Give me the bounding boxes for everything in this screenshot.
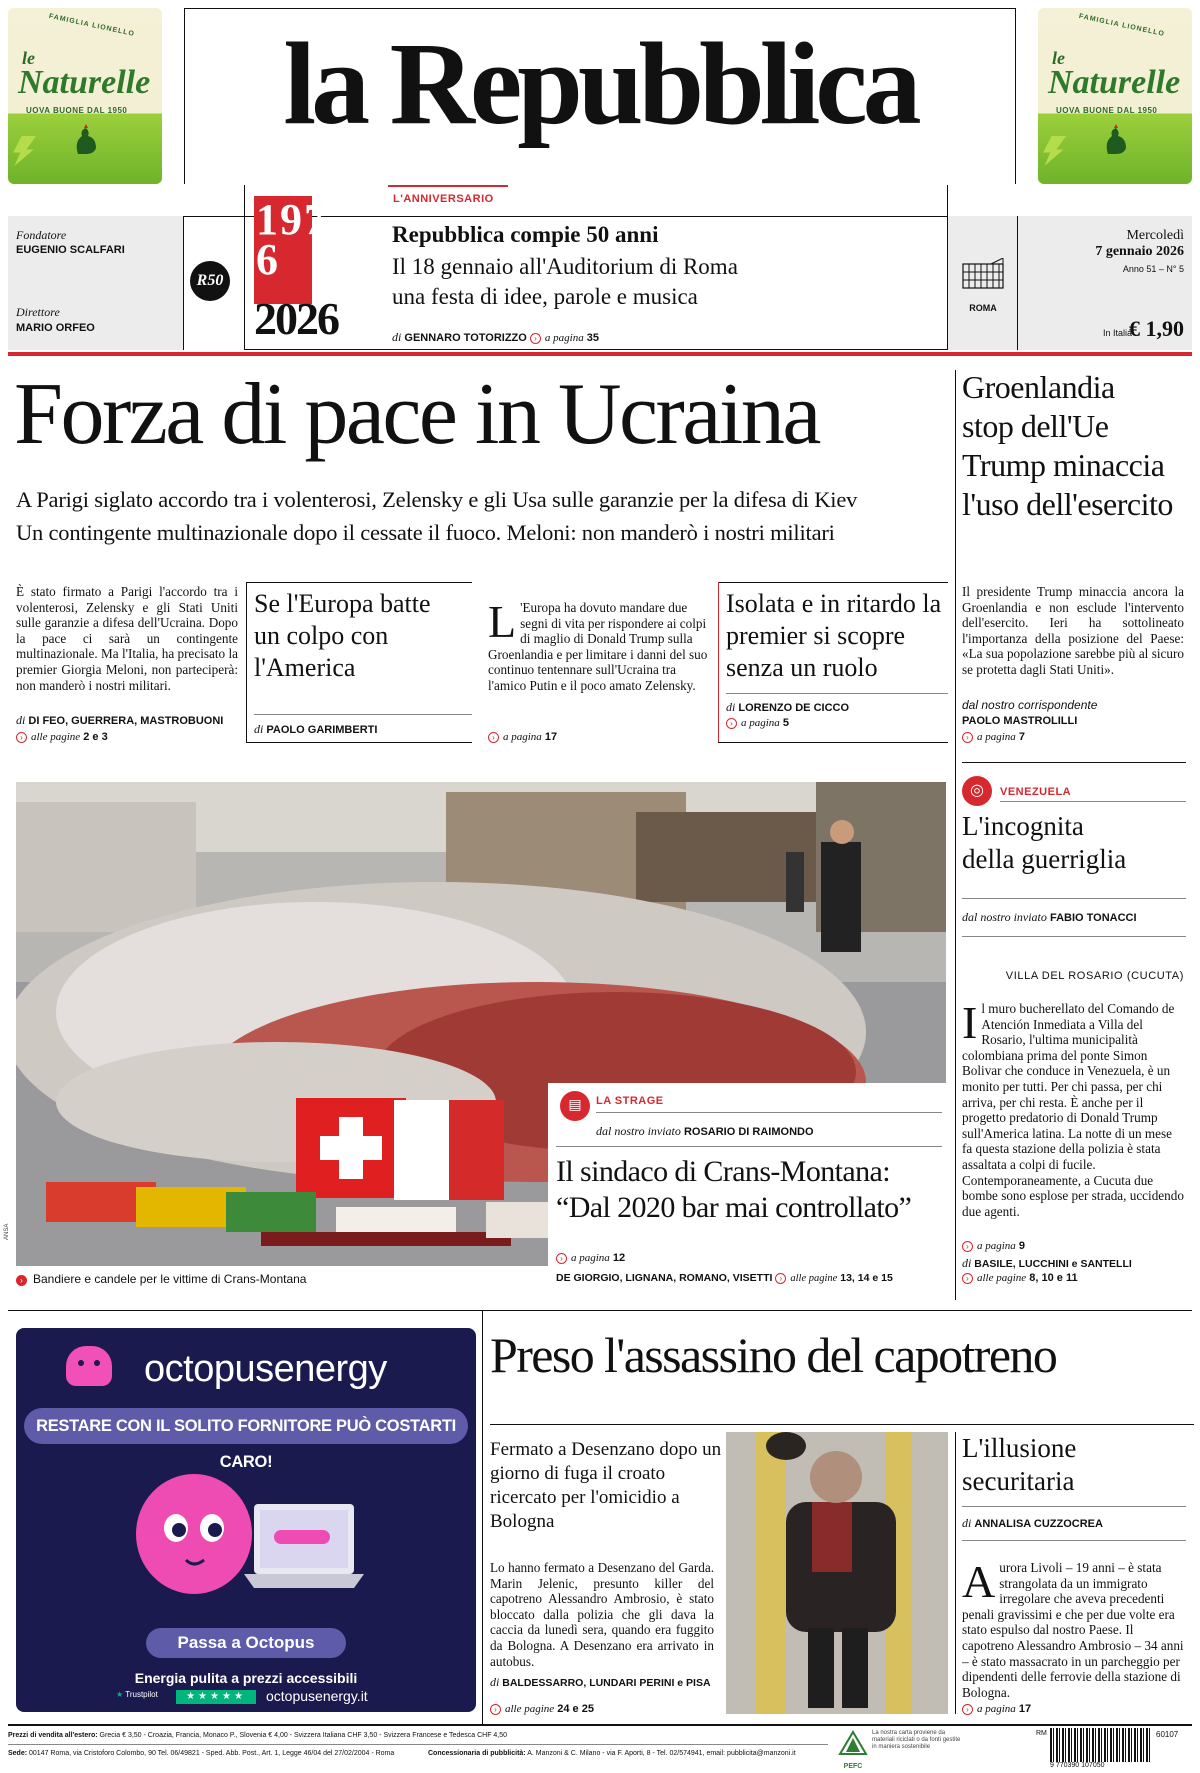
ref-prefix: a pagina — [977, 1703, 1016, 1715]
lead-col4-headline[interactable]: Isolata e in ritardo la premier si scopre senza un ruolo — [726, 589, 942, 682]
anniversary-label: L'ANNIVERSARIO — [393, 193, 494, 205]
barcode-label: RM — [1036, 1730, 1047, 1737]
arrow-icon: › — [962, 1241, 973, 1252]
byline-name: GENNARO TOTORIZZO — [404, 332, 527, 344]
trustpilot-stars: ★★★★★ — [176, 1690, 256, 1704]
venezuela-label: VENEZUELA — [1000, 786, 1072, 798]
byline-from: dal nostro inviato — [596, 1124, 681, 1138]
naturelle-brand: Naturelle — [18, 64, 151, 101]
caption-text: Bandiere e candele per le vittime di Crans-Montana — [33, 1272, 307, 1286]
anniversary-red-rule — [388, 185, 508, 187]
founder-label: Fondatore — [16, 228, 67, 242]
prices-label: Prezzi di vendita all'estero: — [8, 1732, 98, 1739]
securitaria-text — [962, 1556, 1184, 1700]
photo-caption — [16, 1272, 306, 1286]
ref-prefix: a pagina — [741, 717, 780, 729]
arrow-icon: › — [556, 1253, 567, 1264]
lead-col3-text — [488, 596, 716, 694]
byline-di: di — [962, 1256, 972, 1270]
rooster-icon — [70, 124, 102, 158]
trustpilot-text: Trustpilot — [125, 1690, 158, 1699]
lightning-icon — [12, 136, 36, 166]
divider — [718, 582, 719, 742]
venezuela-headline[interactable] — [962, 810, 1192, 876]
r50-badge: R50 — [190, 261, 230, 301]
arrow-icon: › — [962, 1704, 973, 1715]
ref-page: 7 — [1018, 731, 1025, 743]
octopus-logo-icon — [66, 1346, 112, 1386]
headline-line: della guerriglia — [962, 844, 1127, 874]
divider — [8, 1310, 1192, 1311]
naturelle-tagline: UOVA BUONE DAL 1950 — [26, 106, 128, 115]
suspect-scene — [726, 1432, 948, 1714]
footer-ads — [428, 1750, 796, 1757]
securitaria-body: urora Livoli – 19 anni – è stata strangolata da un immigrato irregolare che aveva precedenti penali gravissimi e che per due volte era stato espulso dal nostro Paese. Il capotreno Alessandro Ambrosio – 34 anni – è stato massacrato in un parcheggio per dipendenti delle ferrovie della stazione di Bologna. — [962, 1560, 1184, 1700]
lead-col2-headline[interactable]: Se l'Europa batte un colpo con l'America — [254, 589, 431, 682]
lead-col4-ref[interactable] — [726, 717, 789, 729]
divider — [596, 1112, 942, 1113]
byline-names: DI FEO, GUERRERA, MASTROBUONI — [28, 715, 224, 727]
securitaria-ref[interactable] — [962, 1703, 1031, 1715]
naturelle-prefix: le — [22, 48, 35, 68]
headline-line: Trump minaccia — [962, 447, 1165, 483]
ref-prefix: alle pagine — [977, 1272, 1027, 1284]
director-label: Direttore — [16, 305, 60, 319]
byline-name: PAOLO GARIMBERTI — [266, 724, 378, 736]
venezuela-byline2 — [962, 1256, 1132, 1271]
octopus-url[interactable]: octopusenergy.it — [266, 1688, 368, 1704]
lead-col3-ref[interactable] — [488, 731, 557, 743]
authors: DE GIORGIO, LIGNANA, ROMANO, VISETTI — [556, 1272, 773, 1284]
pefc-logo — [836, 1730, 870, 1770]
date: 7 gennaio 2026 — [1095, 244, 1184, 259]
ref-page: 17 — [1018, 1703, 1032, 1715]
naturelle-prefix: le — [1052, 48, 1065, 68]
divider — [1000, 801, 1186, 802]
byline-di: di — [16, 713, 26, 727]
trustpilot-label — [116, 1690, 158, 1699]
strage-authors[interactable] — [556, 1272, 893, 1284]
byline-from: dal nostro inviato — [962, 910, 1047, 924]
divider — [726, 693, 948, 694]
venezuela-icon: ◎ — [962, 776, 992, 806]
byline-di: di — [962, 1516, 972, 1530]
ads-text: A. Manzoni & C. Milano - via F. Aporti, 8 - Tel. 02/574941, email: pubblicita@manzoni.it — [527, 1750, 796, 1757]
naturelle-tagline: UOVA BUONE DAL 1950 — [1056, 106, 1158, 115]
photo-credit: ANSA — [4, 1223, 10, 1240]
byline-di: di — [490, 1675, 500, 1689]
anniversary-logo — [252, 196, 382, 344]
year-2026-text: 2026 — [254, 293, 338, 344]
arrow-icon: › — [530, 333, 541, 344]
eye-icon — [78, 1360, 84, 1366]
dropcap: A — [962, 1556, 996, 1607]
founder-name: EUGENIO SCALFARI — [16, 244, 125, 256]
ref-prefix: alle pagine — [31, 731, 81, 743]
ref-prefix: alle pagine — [505, 1703, 555, 1715]
divider — [246, 582, 247, 742]
anniversary-byline — [392, 330, 599, 345]
ref-pages: 24 e 25 — [557, 1703, 594, 1715]
footer-prices — [8, 1732, 507, 1739]
greenland-byline-from: dal nostro corrispondente — [962, 698, 1098, 712]
hq-text: 00147 Roma, via Cristoforo Colombo, 90 Tel. 06/49821 - Sped. Abb. Post., Art. 1, Legge 46/04 del 27/02/2004 - Roma — [29, 1750, 395, 1757]
arrow-icon: › — [16, 1275, 27, 1286]
naturelle-brand: Naturelle — [1048, 64, 1181, 101]
ref-pages: 2 e 3 — [83, 731, 108, 743]
city-label: ROMA — [969, 303, 997, 313]
divider — [955, 370, 956, 1300]
masthead-title[interactable]: la Repubblica — [283, 18, 917, 149]
naturelle-ad-right[interactable] — [1038, 8, 1192, 184]
headline-line: Il sindaco di Crans-Montana: — [556, 1155, 890, 1188]
divider — [482, 1310, 483, 1724]
arrow-icon: › — [726, 718, 737, 729]
byline-names: BASILE, LUCCHINI e SANTELLI — [974, 1258, 1132, 1270]
ref-page: 5 — [782, 717, 789, 729]
arrow-icon: › — [490, 1704, 501, 1715]
ref-pages: 13, 14 e 15 — [840, 1272, 893, 1284]
byline-di: di — [392, 330, 402, 344]
ref-page: 17 — [544, 731, 558, 743]
ref-prefix: a pagina — [977, 1240, 1016, 1252]
strage-icon: ▤ — [560, 1091, 590, 1121]
divider — [955, 1432, 956, 1714]
greenland-headline[interactable] — [962, 368, 1196, 524]
strage-ref[interactable] — [556, 1252, 625, 1264]
divider — [718, 742, 948, 743]
headline-line: securitaria — [962, 1466, 1075, 1496]
arrow-icon: › — [962, 1273, 973, 1284]
dropcap: I — [962, 997, 978, 1048]
capotreno-subhead: Fermato a Desenzano dopo un giorno di fuga il croato ricercato per l'omicidio a Bologna — [490, 1439, 722, 1532]
venezuela-text — [962, 997, 1184, 1219]
divider — [254, 714, 472, 715]
colosseum-icon — [961, 258, 1005, 290]
lead-headline[interactable]: Forza di pace in Ucraina — [14, 366, 819, 463]
headline-line: “Dal 2020 bar mai controllato” — [556, 1191, 912, 1224]
ref-prefix: alle pagine — [790, 1273, 838, 1284]
strage-byline — [596, 1124, 814, 1139]
headline-line: L'incognita — [962, 811, 1084, 841]
lead-col1-ref[interactable] — [16, 731, 108, 743]
naturelle-family: FAMIGLIA LIONELLO — [1078, 12, 1166, 39]
ref-page: 12 — [612, 1252, 626, 1264]
securitaria-byline — [962, 1516, 1103, 1531]
star-icon: ★ — [116, 1690, 124, 1699]
arrow-icon: › — [775, 1273, 786, 1284]
ads-label: Concessionaria di pubblicità: — [428, 1750, 526, 1757]
divider — [962, 936, 1186, 937]
venezuela-ref2[interactable] — [962, 1272, 1078, 1284]
byline-di: di — [254, 722, 264, 736]
octopus-tagline: Energia pulita a prezzi accessibili — [134, 1670, 358, 1686]
ref-pages: 8, 10 e 11 — [1029, 1272, 1078, 1284]
divider — [246, 742, 472, 743]
tree-icon — [836, 1730, 870, 1758]
strage-label: LA STRAGE — [596, 1095, 664, 1107]
rooster-icon — [1100, 124, 1132, 158]
price-label: In Italia — [1102, 328, 1132, 338]
arrow-icon: › — [962, 732, 973, 743]
headline-line: stop dell'Ue — [962, 408, 1109, 444]
director-name: MARIO ORFEO — [16, 322, 95, 334]
headline-line: L'illusione — [962, 1433, 1077, 1463]
barcode-code: 60107 — [1156, 1730, 1179, 1739]
lead-col1-text: È stato firmato a Parigi l'accordo tra i volenterosi, Zelensky e gli Stati Uniti sulle garanzie a difesa dell'Ucraina. Dopo la pace ci sarà un contingente multinazionale. Ma l'Italia, ha precisato la premier Giorgia Meloni, non parteciperà: non manderò i nostri militari. — [16, 584, 238, 693]
dropcap: L — [488, 596, 517, 647]
byline-names: BALDESSARRO, LUNDARI PERINI e PISA — [502, 1677, 711, 1689]
capotreno-ref[interactable] — [490, 1703, 594, 1715]
venezuela-ref[interactable] — [962, 1240, 1025, 1252]
col3-body: 'Europa ha dovuto mandare due segni di vita per rispondere ai colpi di maglio di Donald Trump sulla Groenlandia e per limitare i danni del suo continuo tentennare sull'Ucraina tra l'amico Putin e il poco amato Zelensky. — [488, 600, 708, 693]
lead-subhead-1: A Parigi siglato accordo tra i volenterosi, Zelensky e gli Usa sulle garanzie per la difesa di Kiev — [16, 487, 858, 512]
octopus-mascot-icon — [124, 1464, 374, 1614]
byline-name: ROSARIO DI RAIMONDO — [683, 1126, 814, 1138]
naturelle-ad-left[interactable] — [8, 8, 162, 184]
octopus-cta-button[interactable]: Passa a Octopus — [146, 1628, 346, 1658]
divider — [962, 762, 1186, 763]
issue: Anno 51 – N° 5 — [1122, 264, 1184, 274]
anniversary-subhead-1: Il 18 gennaio all'Auditorium di Roma — [392, 254, 738, 279]
octopus-banner: RESTARE CON IL SOLITO FORNITORE PUÒ COSTARTI CARO! — [24, 1408, 468, 1444]
arrow-icon: › — [488, 732, 499, 743]
octopus-ad[interactable] — [16, 1328, 476, 1712]
headline-line: l'uso dell'esercito — [962, 486, 1173, 522]
byline-name: LORENZO DE CICCO — [738, 702, 850, 714]
footer-hq — [8, 1750, 394, 1757]
greenland-byline-name: PAOLO MASTROLILLI — [962, 715, 1078, 727]
barcode — [1050, 1728, 1150, 1762]
divider — [490, 1424, 1194, 1425]
page-ref-prefix: a pagina — [544, 332, 584, 344]
lead-subhead-2: Un contingente multinazionale dopo il cessate il fuoco. Meloni: non manderò i nostri militari — [16, 520, 835, 545]
pefc-label: PEFC — [843, 1763, 863, 1770]
greenland-ref[interactable] — [962, 731, 1025, 743]
divider — [246, 582, 472, 583]
arrow-icon: › — [16, 732, 27, 743]
capotreno-headline[interactable]: Preso l'assassino del capotreno — [490, 1327, 1057, 1383]
ref-page: 9 — [1018, 1240, 1025, 1252]
eye-icon — [94, 1360, 100, 1366]
venezuela-body: l muro bucherellato del Comando de Atención Inmediata a Villa del Rosario, l'ultima municipalità colombiana prima del ponte Simon Bolivar che conduce in Venezuela, è un monito per tutti. Per chi passa, per chi arriva, per chi resta. È anche per il progetto predatorio di Donald Trump sull'America latina. La notte di un mese fa questa stazione della polizia è stata assaltata a colpi di fucile. Contemporaneamente, a Cucuta due bombe sono esplose per strada, uccidendo due agenti. — [962, 1001, 1184, 1219]
octopus-brand: octopusenergy — [144, 1348, 387, 1390]
divider — [8, 1724, 1192, 1726]
byline-name: ANNALISA CUZZOCREA — [974, 1518, 1103, 1530]
barcode-digits: 9 770390 107050 — [1050, 1762, 1105, 1769]
price: € 1,90 — [1129, 316, 1184, 341]
venezuela-byline — [962, 910, 1137, 925]
divider — [962, 1540, 1186, 1541]
headline-line: Groenlandia — [962, 369, 1115, 405]
capotreno-byline — [490, 1675, 714, 1690]
byline-di: di — [726, 700, 736, 714]
naturelle-family: FAMIGLIA LIONELLO — [48, 12, 136, 39]
lightning-icon — [1042, 136, 1066, 166]
suspect-photo — [726, 1432, 948, 1714]
ref-prefix: a pagina — [571, 1252, 610, 1264]
venezuela-dateline: VILLA DEL ROSARIO (CUCUTA) — [1005, 970, 1184, 982]
ref-prefix: a pagina — [503, 731, 542, 743]
divider — [556, 1146, 942, 1147]
anniversary-subhead-2: una festa di idee, parole e musica — [392, 284, 698, 309]
securitaria-headline[interactable] — [962, 1432, 1192, 1498]
lead-col1-byline — [16, 713, 246, 728]
red-rule — [8, 352, 1192, 356]
capotreno-text: Lo hanno fermato a Desenzano del Garda. Marin Jelenic, presunto killer del capotreno Alessandro Ambrosio, è stato bloccato dalla polizia che gli dava la caccia da lunedì sera, quando era fuggito da Bologna. A Desenzano era arrivato in autobus. — [490, 1560, 714, 1669]
divider — [8, 1744, 828, 1745]
ref-prefix: a pagina — [977, 731, 1016, 743]
hq-label: Sede: — [8, 1750, 28, 1757]
pefc-text: La nostra carta proviene da materiali riciclati o da fonti gestite in maniera sostenibile — [872, 1730, 961, 1750]
strage-headline[interactable] — [556, 1154, 946, 1226]
weekday: Mercoledì — [1126, 228, 1184, 243]
prices-text: Grecia € 3,50 - Croazia, Francia, Monaco P., Slovenia € 4,00 - Svizzera Italiana CHF 3,50 - Svizzera Francese e Tedesca CHF 4,50 — [99, 1732, 508, 1739]
anniversary-headline[interactable]: Repubblica compie 50 anni — [392, 222, 659, 247]
page-ref-num[interactable]: 35 — [586, 332, 600, 344]
divider — [718, 582, 948, 583]
divider — [962, 1506, 1186, 1507]
divider — [962, 898, 1186, 899]
lead-col4-byline — [726, 700, 849, 715]
lead-col2-byline — [254, 722, 377, 737]
greenland-text: Il presidente Trump minaccia ancora la Groenlandia e non esclude l'intervento dell'esercito. Ieri ha sottolineato l'importanza della posizione del Paese: «La sua popolazione sarebbe più al sicuro se protetta dagli Stati Uniti». — [962, 584, 1184, 677]
byline-name: FABIO TONACCI — [1049, 912, 1137, 924]
year-1976-text: 1976 — [256, 195, 328, 284]
